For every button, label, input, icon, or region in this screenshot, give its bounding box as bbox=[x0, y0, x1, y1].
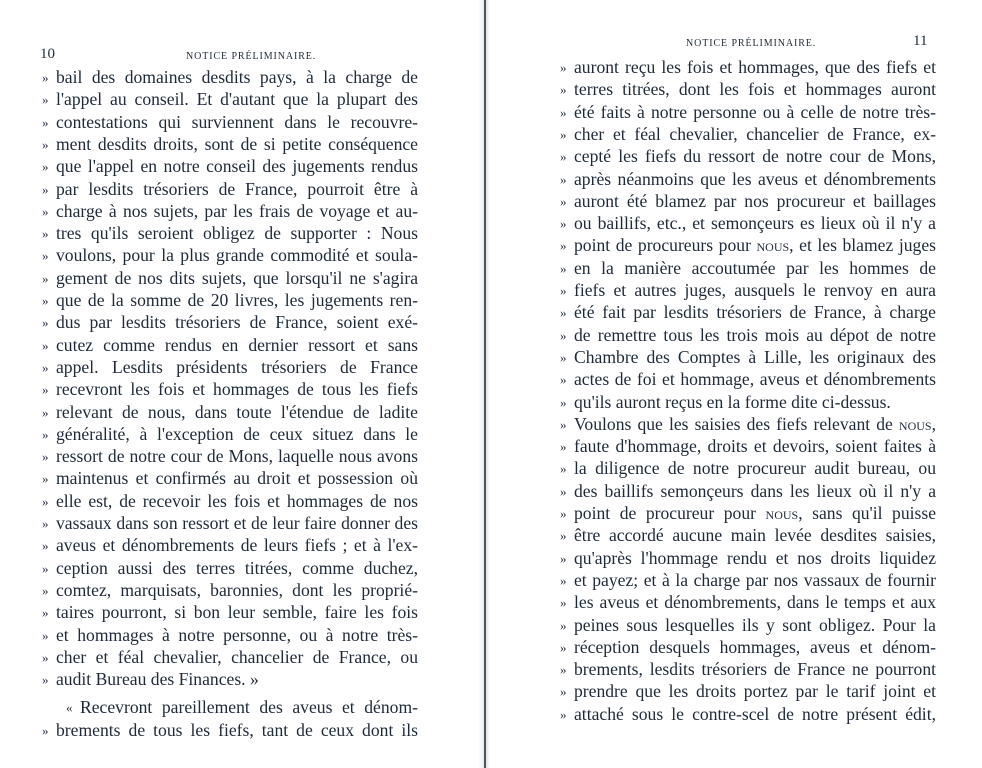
text-line bbox=[42, 200, 418, 223]
line-text: relevant de nous, dans toute l'étendue de ladite bbox=[56, 401, 418, 422]
quote-mark: » bbox=[42, 471, 49, 487]
text-line bbox=[560, 569, 936, 592]
quote-mark: » bbox=[560, 171, 567, 187]
line-text: prendre que les droits portez par le tarif joint et bbox=[574, 681, 936, 702]
text-line bbox=[560, 145, 936, 168]
text-line bbox=[560, 346, 936, 369]
quote-mark: » bbox=[560, 60, 567, 75]
line-text: cepté les fiefs du ressort de notre cour de Mons, bbox=[574, 146, 936, 167]
text-line bbox=[42, 155, 418, 178]
text-line bbox=[560, 301, 936, 324]
running-header: NOTICE PRÉLIMINAIRE. bbox=[686, 38, 817, 49]
text-line bbox=[42, 378, 418, 401]
text-line bbox=[560, 591, 936, 614]
line-text: charge à nos sujets, par les frais de voyage et au- bbox=[56, 200, 418, 221]
quote-mark: » bbox=[42, 293, 49, 308]
line-text: actes de foi et hommage, aveus et dénombrements bbox=[574, 369, 936, 390]
text-line bbox=[560, 614, 936, 637]
text-line bbox=[560, 168, 936, 191]
line-text: recevront les fois et hommages de tous les fiefs bbox=[56, 379, 418, 400]
quote-mark: » bbox=[560, 349, 567, 365]
quote-mark: » bbox=[42, 181, 49, 197]
text-line bbox=[42, 646, 418, 669]
quote-mark: » bbox=[42, 114, 49, 130]
text-line bbox=[42, 423, 418, 446]
quote-mark: » bbox=[42, 337, 49, 353]
quote-mark: » bbox=[42, 203, 49, 219]
line-text: vassaux dans son ressort et de leur faire donner des bbox=[56, 513, 418, 533]
quote-mark: » bbox=[560, 416, 567, 432]
quote-mark: » bbox=[42, 672, 49, 688]
line-text: de remettre tous les trois mois au dépot de notre bbox=[574, 324, 936, 345]
line-text: qu'ils auront reçus en la forme dite ci-dessus. bbox=[574, 391, 891, 412]
text-line bbox=[42, 311, 418, 334]
line-text: point de procureurs pour nous, et les blamez juges bbox=[574, 235, 936, 256]
quote-mark: » bbox=[560, 260, 567, 276]
text-line bbox=[560, 658, 936, 681]
text-line bbox=[42, 267, 418, 290]
quote-mark: » bbox=[560, 662, 567, 678]
text-line bbox=[42, 534, 418, 557]
line-text: auront reçu les fois et hommages, que des fiefs et bbox=[574, 57, 936, 77]
book-gutter-line bbox=[484, 0, 486, 768]
text-line bbox=[560, 78, 936, 101]
quote-mark: » bbox=[42, 92, 49, 108]
line-text: auront été blamez par nos procureur et baillages bbox=[574, 190, 936, 211]
quote-mark: » bbox=[42, 582, 49, 598]
quote-mark: » bbox=[560, 617, 567, 633]
right-page bbox=[488, 0, 982, 768]
line-text: que de la somme de 20 livres, les jugements ren- bbox=[56, 290, 418, 310]
line-text: ception aussi des terres titrées, comme duchez, bbox=[56, 557, 418, 578]
quote-mark: » bbox=[560, 528, 567, 544]
quote-mark: » bbox=[42, 722, 49, 738]
quote-mark: » bbox=[560, 216, 567, 232]
line-text: dus par lesdits trésoriers de France, soient exé- bbox=[56, 312, 418, 333]
quote-mark: » bbox=[42, 404, 49, 420]
quote-mark: » bbox=[560, 461, 567, 477]
line-text: Recevront pareillement des aveus et dénom- bbox=[80, 697, 418, 718]
text-line bbox=[42, 356, 418, 379]
line-text: tres qu'ils seroient obligez de supporter : Nous bbox=[56, 223, 418, 244]
quote-mark: » bbox=[42, 226, 49, 242]
line-text: cutez comme rendus en dernier ressort et sans bbox=[56, 334, 418, 355]
text-line bbox=[42, 512, 418, 535]
line-text: peines sous lesquelles ils y sont obligez. Pour la bbox=[574, 614, 936, 635]
line-text: maintenus et confirmés au droit et possession où bbox=[56, 468, 418, 489]
line-text: été fait par lesdits trésoriers de France, à charge bbox=[574, 302, 936, 323]
line-text: brements de tous les fiefs, tant de ceux dont ils bbox=[56, 719, 418, 740]
text-line bbox=[560, 480, 936, 503]
text-line bbox=[42, 133, 418, 156]
line-text: contestations qui surviennent dans le recouvre- bbox=[56, 111, 418, 132]
text-line bbox=[560, 524, 936, 547]
line-text: elle est, de recevoir les fois et hommages de nos bbox=[56, 490, 418, 511]
line-text: cher et féal chevalier, chancelier de France, ex- bbox=[574, 123, 936, 144]
line-text: en la manière accoutumée par les hommes de bbox=[574, 257, 936, 278]
line-text: par lesdits trésoriers de France, pourroit être à bbox=[56, 178, 418, 199]
quote-mark: » bbox=[560, 283, 567, 298]
line-text: comtez, marquisats, baronnies, dont les proprié- bbox=[56, 579, 418, 600]
text-line bbox=[560, 457, 936, 480]
line-text: été faits à notre personne ou à celle de notre très- bbox=[574, 101, 936, 122]
text-line bbox=[42, 467, 418, 490]
line-text: point de procureur pour nous, sans qu'il puisse bbox=[574, 503, 937, 523]
text-line bbox=[42, 490, 418, 513]
text-line bbox=[42, 445, 418, 468]
text-line bbox=[42, 557, 418, 580]
line-text: et payez; et à la charge par nos vassaux de fournir bbox=[574, 569, 936, 590]
text-line bbox=[560, 324, 936, 347]
text-line bbox=[42, 178, 418, 201]
text-line bbox=[560, 391, 936, 414]
line-text: la diligence de notre procureur audit bureau, ou bbox=[574, 458, 936, 479]
quote-mark: » bbox=[560, 305, 567, 321]
quote-mark: » bbox=[42, 270, 49, 286]
text-line bbox=[42, 624, 418, 647]
small-caps-word: nous bbox=[765, 503, 799, 523]
quote-mark: » bbox=[42, 359, 49, 375]
text-line bbox=[42, 334, 418, 357]
line-text: Chambre des Comptes à Lille, les originaux des bbox=[574, 346, 936, 367]
small-caps-word: nous bbox=[756, 235, 790, 256]
quote-mark: » bbox=[42, 382, 49, 398]
text-line bbox=[560, 257, 936, 280]
text-line bbox=[560, 435, 936, 458]
text-line bbox=[560, 123, 936, 146]
quote-mark: » bbox=[560, 193, 567, 209]
quote-mark: » bbox=[560, 483, 567, 499]
text-line bbox=[42, 601, 418, 624]
text-line bbox=[560, 703, 936, 726]
text-line bbox=[66, 696, 418, 719]
line-text: appel. Lesdits présidents trésoriers de France bbox=[56, 356, 418, 377]
quote-mark: » bbox=[560, 104, 567, 120]
line-text: audit Bureau des Finances. » bbox=[56, 669, 259, 690]
text-line bbox=[560, 636, 936, 659]
text-line bbox=[42, 88, 418, 111]
line-text: des baillifs semonçeurs dans les lieux où il n'y a bbox=[574, 480, 936, 501]
quote-mark: » bbox=[42, 627, 49, 643]
line-text: cher et féal chevalier, chancelier de France, ou bbox=[56, 646, 418, 667]
line-text: voulons, pour la plus grande commodité et soula- bbox=[56, 245, 418, 266]
quote-mark: » bbox=[560, 684, 567, 700]
text-line bbox=[560, 547, 936, 570]
text-line bbox=[560, 413, 936, 436]
quote-mark: » bbox=[42, 449, 49, 465]
left-page bbox=[0, 0, 480, 768]
text-line bbox=[42, 244, 418, 267]
quote-mark: » bbox=[560, 82, 567, 98]
page-number: 11 bbox=[913, 33, 928, 49]
quote-mark: » bbox=[42, 493, 49, 509]
line-text: que l'appel en notre conseil des jugements rendus bbox=[56, 156, 418, 177]
line-text: après néanmoins que les aveus et dénombrements bbox=[574, 168, 936, 189]
text-line bbox=[42, 289, 418, 312]
text-line bbox=[42, 579, 418, 602]
running-header: NOTICE PRÉLIMINAIRE. bbox=[186, 51, 317, 62]
text-line bbox=[560, 56, 936, 79]
line-text: Voulons que les saisies des fiefs relevant de nous, bbox=[574, 413, 936, 434]
quote-mark: » bbox=[560, 595, 567, 611]
quote-mark: » bbox=[42, 649, 49, 665]
quote-mark: » bbox=[560, 149, 567, 165]
line-text: taires pourront, si bon leur semble, faire les fois bbox=[56, 602, 418, 623]
quote-mark: » bbox=[560, 506, 567, 521]
quote-mark: » bbox=[560, 238, 567, 254]
quote-mark: » bbox=[42, 605, 49, 621]
quote-mark: » bbox=[560, 126, 567, 142]
text-line bbox=[560, 190, 936, 213]
quote-mark: » bbox=[42, 159, 49, 175]
line-text: aveus et dénombrements de leurs fiefs ; et à l'ex- bbox=[56, 535, 418, 556]
text-line bbox=[560, 279, 936, 302]
line-text: bail des domaines desdits pays, à la charge de bbox=[56, 67, 418, 87]
quote-mark: » bbox=[560, 372, 567, 388]
line-text: être accordé aucune main levée desdites saisies, bbox=[574, 525, 936, 546]
quote-mark: » bbox=[42, 426, 49, 442]
line-text: ressort de notre cour de Mons, laquelle nous avons bbox=[56, 446, 418, 467]
line-text: l'appel au conseil. Et d'autant que la plupart des bbox=[56, 89, 418, 110]
line-text: faute d'hommage, droits et devoirs, soient faites à bbox=[574, 436, 936, 457]
quote-mark: » bbox=[560, 639, 567, 655]
line-text: qu'après l'hommage rendu et nos droits liquidez bbox=[574, 547, 936, 568]
quote-mark: » bbox=[42, 248, 49, 264]
quote-mark: » bbox=[560, 550, 567, 566]
text-line bbox=[560, 368, 936, 391]
text-line bbox=[560, 680, 936, 703]
quote-mark: » bbox=[560, 439, 567, 455]
line-text: et hommages à notre personne, ou à notre très- bbox=[56, 624, 418, 645]
text-line bbox=[42, 668, 418, 691]
line-text: réception desquels hommages, aveus et dénom- bbox=[574, 636, 936, 657]
quote-mark: » bbox=[42, 70, 49, 85]
line-text: gement de nos dits sujets, que lorsqu'il ne s'agira bbox=[56, 267, 418, 288]
page-number: 10 bbox=[40, 46, 55, 62]
text-line bbox=[42, 66, 418, 89]
text-line bbox=[42, 719, 418, 742]
text-line bbox=[560, 234, 936, 257]
text-line bbox=[560, 212, 936, 235]
text-line bbox=[42, 111, 418, 134]
quote-mark: » bbox=[42, 315, 49, 331]
text-line bbox=[42, 222, 418, 245]
quote-mark: » bbox=[42, 538, 49, 554]
line-text: les aveus et dénombrements, dans le temps et aux bbox=[574, 592, 936, 613]
line-text: fiefs et autres juges, ausquels le renvoy en aura bbox=[574, 280, 936, 300]
line-text: ment desdits droits, sont de si petite conséquence bbox=[56, 133, 418, 154]
line-text: généralité, à l'exception de ceux situez dans le bbox=[56, 423, 418, 444]
quote-mark: » bbox=[560, 327, 567, 343]
small-caps-word: nous bbox=[898, 413, 932, 434]
line-text: brements, lesdits trésoriers de France ne pourront bbox=[574, 659, 936, 680]
line-text: terres titrées, dont les fois et hommages auront bbox=[574, 79, 936, 100]
text-line bbox=[560, 502, 936, 525]
quote-mark: » bbox=[560, 706, 567, 722]
text-line bbox=[560, 101, 936, 124]
line-text: attaché sous le contre-scel de notre présent édit, bbox=[574, 703, 936, 724]
quote-mark: « bbox=[66, 700, 73, 716]
quote-mark: » bbox=[42, 560, 49, 576]
quote-mark: » bbox=[560, 572, 567, 588]
quote-mark: » bbox=[560, 394, 567, 410]
line-text: ou baillifs, etc., et semonçeurs es lieux où il n'y a bbox=[574, 213, 936, 234]
quote-mark: » bbox=[42, 136, 49, 152]
quote-mark: » bbox=[42, 516, 49, 531]
text-line bbox=[42, 401, 418, 424]
